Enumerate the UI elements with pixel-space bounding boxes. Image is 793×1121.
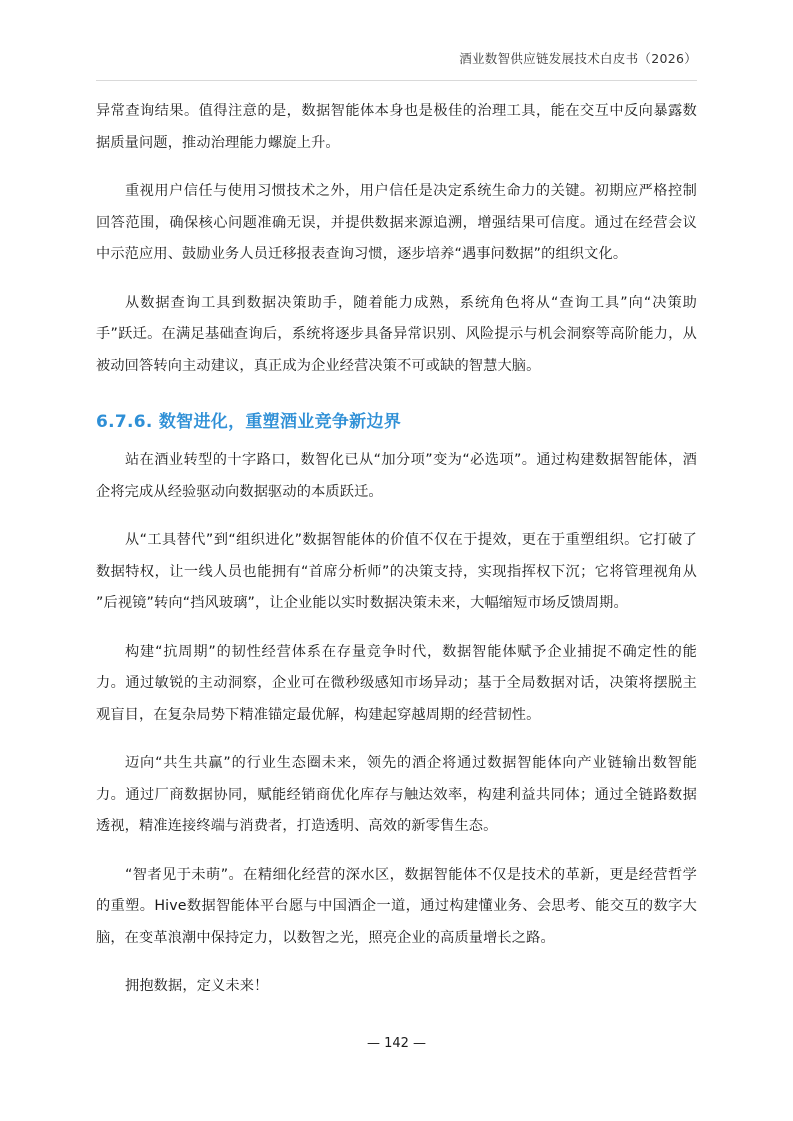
document-title: 酒业数智供应链发展技术白皮书（2026）	[459, 51, 697, 66]
page-number: — 142 —	[366, 1036, 427, 1051]
page-footer	[0, 1034, 793, 1054]
paragraph-wisdom: “智者见于未萌”。在精细化经营的深水区，数据智能体不仅是技术的革新，更是经营哲学的重塑。Hive数据智能体平台愿与中国酒企一道，通过构建懂业务、会思考、能交互的数字大脑，在变革浪潮中保持定力，以数智之光，照亮企业的高质量增长之路。	[96, 866, 697, 946]
paragraph-ecosystem: 迈向“共生共赢”的行业生态圈未来，领先的酒企将通过数据智能体向产业链输出数智能力。通过厂商数据协同，赋能经销商优化库存与触达效率，构建利益共同体；通过全链路数据透视，精准连接终端与消费者，打造透明、高效的新零售生态。	[96, 755, 697, 834]
page-body	[96, 96, 697, 1003]
paragraph-decision-assistant: 从数据查询工具到数据决策助手，随着能力成熟，系统角色将从“查询工具”向“决策助手”跃迁。在满足基础查询后，系统将逐步具备异常识别、风险提示与机会洞察等高阶能力，从被动回答转向主动建议，真正成为企业经营决策不可或缺的智慧大脑。	[96, 294, 697, 374]
paragraph-continued: 异常查询结果。值得注意的是，数据智能体本身也是极佳的治理工具，能在交互中反向暴露数据质量问题，推动治理能力螺旋上升。	[96, 103, 697, 151]
section-heading: 6.7.6. 数智进化，重塑酒业竞争新边界	[96, 412, 402, 432]
paragraph-crossroads: 站在酒业转型的十字路口，数智化已从“加分项”变为“必选项”。通过构建数据智能体，酒企将完成从经验驱动向数据驱动的本质跃迁。	[96, 452, 697, 500]
paragraph-anti-cycle: 构建“抗周期”的韧性经营体系在存量竞争时代，数据智能体赋予企业捕捉不确定性的能力。通过敏锐的主动洞察，企业可在微秒级感知市场异动；基于全局数据对话，决策将摆脱主观盲目，在复杂局势下精准锚定最优解，构建起穿越周期的经营韧性。	[96, 643, 697, 723]
paragraph-closing: 拥抱数据，定义未来！	[125, 978, 269, 994]
paragraph-organization-evolution: 从“工具替代”到“组织进化”数据智能体的价值不仅在于提效，更在于重塑组织。它打破了数据特权，让一线人员也能拥有“首席分析师”的决策支持，实现指挥权下沉；它将管理视角从 ”后视镜”转向“挡风玻璃”，让企业能以实时数据决策未来，大幅缩短市场反馈周期。	[96, 532, 697, 611]
paragraph-user-trust: 重视用户信任与使用习惯技术之外，用户信任是决定系统生命力的关键。初期应严格控制回答范围，确保核心问题准确无误，并提供数据来源追溯，增强结果可信度。通过在经营会议中示范应用、鼓励业务人员迁移报表查询习惯，逐步培养“遇事问数据”的组织文化。	[96, 183, 697, 262]
page-header	[96, 48, 697, 81]
